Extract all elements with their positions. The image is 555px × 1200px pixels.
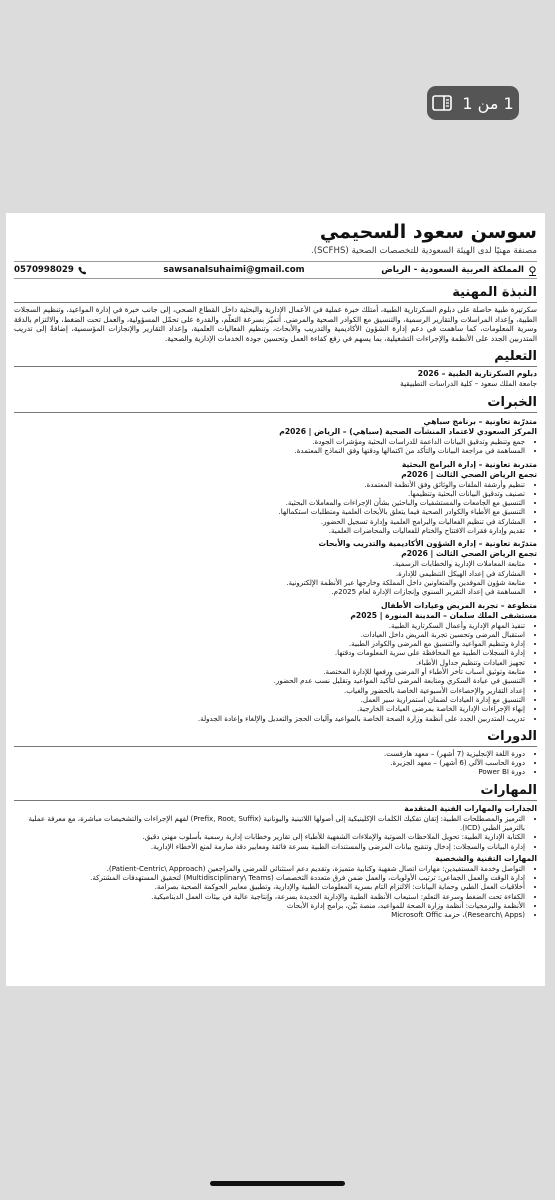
job-duties bbox=[14, 559, 537, 596]
job-duties bbox=[14, 437, 537, 456]
list-item: • المشاركة في تنظيم الفعاليات والبرامج العلمية وإدارة تسجيل الحضور. bbox=[14, 517, 525, 526]
location-item bbox=[381, 265, 537, 275]
job-organization: مستشفى الملك سلمان – المدينة المنورة | 2025م bbox=[350, 610, 537, 620]
skills-group-title: المهارات التقنية والشخصية bbox=[435, 853, 537, 863]
list-item: • المشاركة في إعداد الهيكل التنظيمي للإدارة. bbox=[14, 569, 525, 578]
email-text[interactable]: sawsanalsuhaimi@gmail.com bbox=[163, 265, 305, 275]
job-title: متطوعة – تجربة المريض وعيادات الأطفال bbox=[380, 600, 537, 610]
list-item: • إدارة وتنظيم المواعيد والتنسيق مع المرضى والكوادر الطبية. bbox=[14, 639, 525, 648]
candidate-subtitle: مصنفة مهنيًا لدى الهيئة السعودية للتخصصات الصحية (SCFHS). bbox=[311, 246, 537, 256]
list-item: • استقبال المرضى وتحسين تجربة المريض داخل العيادات. bbox=[14, 630, 525, 639]
list-item: • الأنظمة والبرمجيات: أنظمة وزارة الصحة للمواعيد، منصة بَيْن، برامج إدارة الأبحاث bbox=[14, 901, 525, 910]
education-school: جامعة الملك سعود – كلية الدراسات التطبيقية bbox=[400, 379, 537, 389]
list-item: • متابعة وتوثيق أسباب تأخر الأطباء أو المرضى ورفعها للإدارة المختصة. bbox=[14, 667, 525, 676]
page-count-label: 1 من 1 bbox=[462, 93, 514, 113]
list-item: • التنسيق في عيادة السكري ومتابعة المرضى لتأكيد المواعيد وتقليل نسب عدم الحضور. bbox=[14, 676, 525, 685]
list-item: • تجهيز العيادات وتنظيم جداول الأطباء. bbox=[14, 658, 525, 667]
job-title: متدرّبة تعاونية – برنامج سباهي bbox=[423, 416, 537, 426]
list-item: • الكتابة الإدارية الطبية: تحويل الملاحظات الصوتية والإملاءات الشفهية للأطباء إلى تقارير وخطابات إدارية رسمية بأسلوب مهني دقيق. bbox=[14, 832, 525, 841]
list-item: • دورة Power BI bbox=[14, 767, 525, 776]
list-item: • إدارة الوقت والعمل الجماعي: ترتيب الأولويات، والعمل ضمن فرق متعددة التخصصات (Multidisciplinary\ Teams) لتحقيق المستهدفات المشتركة. bbox=[14, 873, 525, 882]
experience-heading: الخبرات bbox=[14, 395, 537, 413]
viewer-top-area bbox=[0, 0, 555, 210]
list-item: • متابعة شؤون الموفدين والمتعاونين داخل المملكة وخارجها عبر الأنظمة الإلكترونية. bbox=[14, 578, 525, 587]
job-title: متدربة تعاونية – إدارة البرامج البحثية bbox=[401, 459, 537, 469]
candidate-name: سوسن سعود السحيمي bbox=[319, 221, 537, 243]
skills-heading: المهارات bbox=[14, 783, 537, 801]
job-title: متدرّبة تعاونية – إدارة الشؤون الأكاديمية والتدريب والأبحاث bbox=[318, 539, 537, 549]
summary-text: سكرتيرة طبية حاصلة على دبلوم السكرتارية الطبية، أمتلك خبرة عملية في الأعمال الإدارية والبحثية داخل القطاع الصحي، إلى جانب خبرة في إدارة المواعيد، وتنظيم السجلات الطبية، وإعداد المراسلات والتقارير الرسمية، والتنسيق مع الكوادر الصحية والمرضى. أتميّز بسرعة التعلّم، والقدرة على تحمّل المسؤولية، والعمل تحت الضغط، والالتزام بالدقة وسرية المعلومات، كما ساهمت في دعم إدارة الشؤون الأكاديمية والتدريب والأبحاث، وتنظيم الفعاليات العلمية، وإعداد التقارير والإنجازات المؤسسية، إضافةً إلى تدريب المتدربين الجدد على الأنظمة والإجراءات التشغيلية، بما يسهم في رفع كفاءة العمل وتحسين جودة الخدمات الإدارية والصحية. bbox=[14, 305, 537, 343]
job-organization: تجمع الرياض الصحي الثالث | 2026م bbox=[401, 549, 537, 559]
job-organization: المركز السعودي لاعتماد المنشآت الصحية (سباهي) – الرياض | 2026م bbox=[279, 426, 537, 436]
contact-bar bbox=[14, 261, 537, 279]
list-item: • جمع وتنظيم وتدقيق البيانات الداعمة للدراسات البحثية ومؤشرات الجودة. bbox=[14, 437, 525, 446]
list-item: • متابعة المعاملات الإدارية والخطابات الرسمية. bbox=[14, 559, 525, 568]
home-indicator[interactable] bbox=[210, 1181, 345, 1186]
list-item: • التواصل وخدمة المستفيدين: مهارات اتصال شفهية وكتابية متميزة، وتقديم دعم استثنائي للمرضى والمراجعين (Patient-Centric\ Approach). bbox=[14, 864, 525, 873]
job-entry bbox=[14, 460, 537, 536]
page-indicator-button[interactable] bbox=[427, 86, 519, 120]
phone-text: 0570998029 bbox=[14, 265, 74, 275]
skills-group-title: الجدارات والمهارات الفنية المتقدمة bbox=[404, 803, 537, 813]
list-item: • تدريب المتدربين الجدد على أنظمة وزارة الصحة الخاصة بالمواعيد وآليات الحجز والتعديل والإلغاء وإعادة الجدولة. bbox=[14, 714, 525, 723]
list-item: • تصنيف وتدقيق البيانات البحثية وتنظيمها. bbox=[14, 489, 525, 498]
job-duties bbox=[14, 621, 537, 723]
job-entry bbox=[14, 539, 537, 596]
list-item: • دورة اللغة الإنجليزية (7 أشهر) – معهد هارفست. bbox=[14, 749, 525, 758]
experience-list bbox=[14, 417, 537, 723]
job-entry bbox=[14, 601, 537, 723]
email-item[interactable] bbox=[163, 265, 304, 275]
list-item: • دورة الحاسب الآلي (6 أشهر) – معهد الجزيرة. bbox=[14, 758, 525, 767]
list-item: • إدارة السجلات الطبية مع المحافظة على سرية المعلومات ودقتها. bbox=[14, 648, 525, 657]
list-item: • تقديم وإدارة فقرات الافتتاح والختام للفعاليات والمحاضرات العلمية. bbox=[14, 526, 525, 535]
list-item: • تنفيذ المهام الإدارية وأعمال السكرتارية الطبية. bbox=[14, 621, 525, 630]
list-item: • التنسيق مع الجامعات والمستشفيات والباحثين بشأن الإجراءات والمعاملات البحثية. bbox=[14, 498, 525, 507]
skills-list bbox=[14, 814, 537, 851]
education-heading: التعليم bbox=[14, 349, 537, 367]
job-entry bbox=[14, 417, 537, 456]
document-page bbox=[6, 213, 545, 986]
location-pin-icon bbox=[528, 266, 537, 275]
courses-list bbox=[14, 749, 537, 777]
courses-heading: الدورات bbox=[14, 729, 537, 747]
list-item: • إعداد التقارير والإحصاءات الأسبوعية الخاصة بالحضور والغياب. bbox=[14, 686, 525, 695]
list-item: • التنسيق مع الأطباء والكوادر الصحية فيما يتعلق بالأبحاث العلمية ومتطلبات استكمالها. bbox=[14, 507, 525, 516]
job-duties bbox=[14, 480, 537, 536]
list-item: • إنهاء الإجراءات الإدارية الخاصة بمرضى العيادات الخارجية. bbox=[14, 704, 525, 713]
list-item: • المساهمة في مراجعة البيانات والتأكد من اكتمالها ودقتها وفق النماذج المعتمدة. bbox=[14, 446, 525, 455]
list-item: • المساهمة في إعداد التقرير السنوي وإنجازات الإدارة لعام 2025م. bbox=[14, 587, 525, 596]
list-item: • تنظيم وأرشفة الملفات والوثائق وفق الأنظمة المعتمدة. bbox=[14, 480, 525, 489]
summary-heading: النبذة المهنية bbox=[14, 285, 537, 303]
education-degree: دبلوم السكرتارية الطبية – 2026 bbox=[417, 369, 537, 379]
list-item: • أخلاقيات العمل الطبي وحماية البيانات: الالتزام التام بسرية المعلومات الطبية والإدارية، وتطبيق معايير الحوكمة الصحية بصرامة. bbox=[14, 882, 525, 891]
list-item: • الكفاءة تحت الضغط وسرعة التعلم: استيعاب الأنظمة الطبية والإدارية الجديدة بسرعة، وإنتاجية عالية في بيئات العمل الديناميكية. bbox=[14, 892, 525, 901]
list-item: • إدارة البيانات والسجلات: إدخال وتنقيح بيانات المرضى والمستندات الطبية بسرعة فائقة ومعايير دقة صارمة لمنع الأخطاء الإدارية. bbox=[14, 842, 525, 851]
list-item: • الترميز والمصطلحات الطبية: إتقان تفكيك الكلمات الإكلينيكية إلى أصولها اللاتينية واليونانية (Prefix, Root, Suffix) لفهم الإجراءات والتشخيصات مباشرة، مع معرفة عملية بالترميز الطبي (ICD). bbox=[14, 814, 525, 833]
list-item: • (Research\ Apps)، حزمة Microsoft Offic bbox=[14, 910, 525, 919]
location-text: المملكة العربية السعودية - الرياض bbox=[381, 265, 524, 275]
phone-item bbox=[14, 265, 87, 275]
phone-icon bbox=[78, 266, 87, 275]
job-organization: تجمع الرياض الصحي الثالث | 2026م bbox=[401, 469, 537, 479]
list-item: • التنسيق مع إدارة العيادات لضمان استمرارية سير العمل. bbox=[14, 695, 525, 704]
sidebar-icon bbox=[432, 95, 452, 111]
viewer-bottom-area bbox=[0, 988, 555, 1200]
skills-list bbox=[14, 864, 537, 920]
